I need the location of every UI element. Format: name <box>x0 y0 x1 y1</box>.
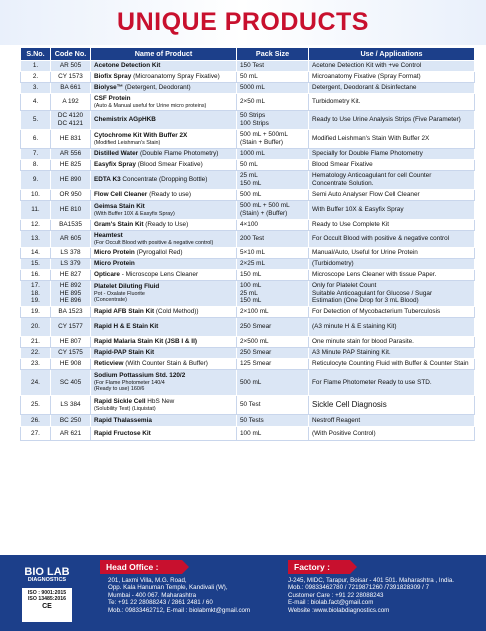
cell-code: HE 890 <box>51 171 91 190</box>
product-name: Geimsa Stain Kit <box>94 203 145 210</box>
cell-sno: 8. <box>21 160 51 171</box>
cell-use: Manual/Auto, Useful for Urine Protein <box>309 248 475 259</box>
head-office-email: Mob.: 09833462712, E-mail : biolabmkt@gmail.com <box>108 606 251 614</box>
cell-pack-size: 125 Smear <box>237 359 309 370</box>
cell-product-name <box>91 130 237 149</box>
cell-product-name <box>91 348 237 359</box>
cell-pack-size: 2×25 mL <box>237 259 309 270</box>
cell-use: (Turbidometry) <box>309 259 475 270</box>
cell-code: BA1535 <box>51 220 91 231</box>
cell-code: BA 661 <box>51 83 91 94</box>
cell-code: HE 827 <box>51 270 91 281</box>
cell-use: (A3 minute H & E staining Kit) <box>309 318 475 337</box>
table-header-row <box>21 48 475 61</box>
cell-code: CY 1577 <box>51 318 91 337</box>
product-name-extra: (Double Flame Photometry) <box>139 150 219 158</box>
cell-pack-size: 50 Strips 100 Strips <box>237 111 309 130</box>
product-name: Chemistrix AGpHKB <box>94 116 156 124</box>
cell-use: Hematology Anticoagulant for cell Counter Concentrate Solution. <box>309 171 475 190</box>
cell-pack-size: 150 mL <box>237 270 309 281</box>
product-name: EDTA K3 <box>94 176 121 184</box>
cell-pack-size: 500 mL + 500 mL (Stain) + (Buffer) <box>237 201 309 220</box>
head-office-line: 201, Laxmi Villa, M.G. Road, <box>108 577 187 584</box>
cell-use: With Buffer 10X & Easyfix Spray <box>309 201 475 220</box>
cell-sno: 25. <box>21 396 51 415</box>
table-row <box>21 359 475 370</box>
cell-sno: 9. <box>21 171 51 190</box>
factory-customer-care: Customer Care : +91 22 28088243 <box>288 591 384 599</box>
cell-sno: 6. <box>21 130 51 149</box>
cell-use: Nestroff Reagent <box>309 415 475 427</box>
cell-use: For Flame Photometer Ready to use STD. <box>309 370 475 396</box>
cell-pack-size: 250 Smear <box>237 348 309 359</box>
product-name-sub: (With Buffer 10X & Easyfix Spray) <box>94 210 175 217</box>
table-row <box>21 190 475 201</box>
product-name: Opticare <box>94 271 120 279</box>
cell-use: Microscope Lens Cleaner with tissue Paper. <box>309 270 475 281</box>
table-row <box>21 149 475 160</box>
cell-code: HE 807 <box>51 337 91 348</box>
cell-use: Blood Smear Fixative <box>309 160 475 171</box>
table-row <box>21 396 475 415</box>
cell-product-name <box>91 427 237 441</box>
product-name: Rapid Thalassemia <box>94 416 152 424</box>
cell-code: HE 825 <box>51 160 91 171</box>
table-row <box>21 130 475 149</box>
product-name-extra: (Cold Method)) <box>155 308 199 316</box>
cell-product-name <box>91 231 237 248</box>
cell-sno: 4. <box>21 94 51 111</box>
cell-use: Only for Platelet Count Suitable Anticoagulant for Glucose / Sugar Estimation (One Drop for 3 mL Blood) <box>309 281 475 307</box>
product-name: Rapid Malaria Stain Kit (JSB I & II) <box>94 338 197 346</box>
cell-code: HE 810 <box>51 201 91 220</box>
cell-pack-size: 5×10 mL <box>237 248 309 259</box>
product-name: Rapid Fructose Kit <box>94 429 151 437</box>
product-name-extra: (Ready to Use) <box>145 221 189 229</box>
table-row <box>21 348 475 359</box>
head-office-line: Mumbai - 400 067. Maharashtra <box>108 591 197 599</box>
cell-use: Ready to Use Urine Analysis Strips (Five Parameter) <box>309 111 475 130</box>
product-name: Micro Protein <box>94 249 135 257</box>
table-row <box>21 318 475 337</box>
table-row <box>21 270 475 281</box>
cell-use: Acetone Detection Kit with +ve Control <box>309 61 475 72</box>
product-name-sub: Pot - Oxalate Fluorite (Concentrate) <box>94 290 145 304</box>
iso-13485: ISO 13485:2016 <box>27 596 67 602</box>
product-name: Micro Protein <box>94 260 135 268</box>
head-office-address <box>108 577 278 614</box>
cell-product-name <box>91 359 237 370</box>
cell-sno: 11. <box>21 201 51 220</box>
product-name: Rapid Sickle Cell <box>94 398 146 405</box>
cell-sno: 15. <box>21 259 51 270</box>
cell-sno: 23. <box>21 359 51 370</box>
cell-use: Microanatomy Fixative (Spray Format) <box>309 72 475 83</box>
cell-code: HE 908 <box>51 359 91 370</box>
cell-pack-size: 2×50 mL <box>237 94 309 111</box>
logo-line1: BIO LAB <box>24 566 70 578</box>
cell-product-name <box>91 201 237 220</box>
cell-use: Ready to Use Complete Kit <box>309 220 475 231</box>
cell-pack-size: 500 mL <box>237 370 309 396</box>
cell-sno: 20. <box>21 318 51 337</box>
header-name: Name of Product <box>91 48 237 61</box>
product-name: Sodium Pottassium Std. 120/2 <box>94 372 186 380</box>
product-name-extra: (With Counter Stain & Buffer) <box>125 360 208 368</box>
header-sno: S.No. <box>21 48 51 61</box>
product-name: Biolyse™ <box>94 84 124 92</box>
cell-pack-size: 5000 mL <box>237 83 309 94</box>
cell-product-name <box>91 72 237 83</box>
cell-sno: 16. <box>21 270 51 281</box>
product-name: CSF Protein <box>94 95 131 102</box>
table-row <box>21 259 475 270</box>
cell-pack-size: 50 Test <box>237 396 309 415</box>
cell-use: Detergent, Deodorant & Disinfectane <box>309 83 475 94</box>
product-name-sub: (Modified Leishman's Stain) <box>94 139 161 146</box>
cell-use: One minute stain for blood Parasite. <box>309 337 475 348</box>
product-name: Acetone Detection Kit <box>94 62 161 70</box>
header-pack: Pack Size <box>237 48 309 61</box>
cell-sno: 19. <box>21 307 51 318</box>
cell-code: BC 250 <box>51 415 91 427</box>
cell-code: HE 831 <box>51 130 91 149</box>
product-name: Reticview <box>94 360 124 368</box>
cell-pack-size: 1000 mL <box>237 149 309 160</box>
cell-use: Turbidometry Kit. <box>309 94 475 111</box>
cell-sno: 21. <box>21 337 51 348</box>
cell-code: LS 379 <box>51 259 91 270</box>
cell-product-name <box>91 259 237 270</box>
table-row <box>21 220 475 231</box>
cell-product-name <box>91 149 237 160</box>
cell-code: AR 621 <box>51 427 91 441</box>
product-name-extra: (Microanatomy Spray Fixative) <box>133 73 220 81</box>
cell-pack-size: 50 mL <box>237 160 309 171</box>
cell-code: CY 1573 <box>51 72 91 83</box>
logo-mark <box>22 566 72 588</box>
cell-sno: 22. <box>21 348 51 359</box>
table-row <box>21 231 475 248</box>
cell-use: (With Positive Control) <box>309 427 475 441</box>
cell-code: OR 950 <box>51 190 91 201</box>
table-row <box>21 94 475 111</box>
cell-product-name <box>91 94 237 111</box>
cell-use: A3 Minute PAP Staining Kit. <box>309 348 475 359</box>
page-title: UNIQUE PRODUCTS <box>117 8 369 36</box>
cell-code: DC 4120 DC 4121 <box>51 111 91 130</box>
product-name: Gram's Stain Kit <box>94 221 144 229</box>
cell-code: CY 1575 <box>51 348 91 359</box>
cell-pack-size: 200 Test <box>237 231 309 248</box>
header-code: Code No. <box>51 48 91 61</box>
product-name-extra: HbS New <box>147 398 175 405</box>
head-office-label: Head Office : <box>100 560 182 574</box>
cell-sno: 26. <box>21 415 51 427</box>
factory-website: Website :www.biolabdiagnostics.com <box>288 606 390 614</box>
factory-phone: Mob.: 09833462780 / 7219871260 /7391828309 / 7 <box>288 584 430 592</box>
iso-certification <box>22 588 72 610</box>
table-row <box>21 281 475 307</box>
cell-code: AR 505 <box>51 61 91 72</box>
table-row <box>21 201 475 220</box>
company-logo <box>22 566 72 622</box>
cell-use: Sickle Cell Diagnosis <box>309 396 475 415</box>
cell-product-name <box>91 171 237 190</box>
cell-product-name <box>91 61 237 72</box>
iso-9001: ISO : 9001:2015 <box>27 590 67 596</box>
cell-product-name <box>91 415 237 427</box>
cell-code: AR 556 <box>51 149 91 160</box>
table-row <box>21 248 475 259</box>
cell-product-name <box>91 307 237 318</box>
cell-use: For Detection of Mycobacterium Tuberculosis <box>309 307 475 318</box>
product-name: Flow Cell Cleaner <box>94 191 148 199</box>
cell-sno: 10. <box>21 190 51 201</box>
ce-mark: CE <box>42 603 52 610</box>
cell-product-name <box>91 248 237 259</box>
table-row <box>21 415 475 427</box>
table-row <box>21 171 475 190</box>
cell-pack-size: 100 mL <box>237 427 309 441</box>
factory-address <box>288 577 478 614</box>
cell-code: A 192 <box>51 94 91 111</box>
table-body <box>21 61 475 441</box>
cell-product-name <box>91 370 237 396</box>
cell-use: Modified Leishman's Stain With Buffer 2X <box>309 130 475 149</box>
cell-code: AR 605 <box>51 231 91 248</box>
cell-use: Semi Auto Analyser Flow Cell Cleaner <box>309 190 475 201</box>
product-name: Biofix Spray <box>94 73 132 81</box>
factory-email: E-mail : biolab.fact@gmail.com <box>288 599 374 607</box>
table-row <box>21 111 475 130</box>
head-office-line: Opp. Kala Hanuman Temple, Kandivali (W), <box>108 584 228 592</box>
cell-pack-size: 500 mL <box>237 190 309 201</box>
cell-sno: 17. 18. 19. <box>21 281 51 307</box>
cell-product-name <box>91 270 237 281</box>
cell-product-name <box>91 190 237 201</box>
cell-product-name <box>91 318 237 337</box>
cell-pack-size: 150 Test <box>237 61 309 72</box>
cell-product-name <box>91 396 237 415</box>
head-office-phone: Te: +91 22 28088243 / 2861 2481 / 60 <box>108 599 213 607</box>
table-row <box>21 72 475 83</box>
cell-product-name <box>91 220 237 231</box>
table-row <box>21 61 475 72</box>
cell-product-name <box>91 337 237 348</box>
product-name-sub: (For Occult Blood with positive & negative control) <box>94 239 214 246</box>
products-table <box>20 47 475 441</box>
cell-sno: 3. <box>21 83 51 94</box>
product-name-sub: (Auto & Manual useful for Urine micro proteins) <box>94 102 207 109</box>
cell-product-name <box>91 111 237 130</box>
cell-pack-size: 25 mL 150 mL <box>237 171 309 190</box>
cell-use: Specially for Double Flame Photometry <box>309 149 475 160</box>
cell-pack-size: 2×500 mL <box>237 337 309 348</box>
cell-code: LS 384 <box>51 396 91 415</box>
cell-pack-size: 50 Tests <box>237 415 309 427</box>
product-name: Easyfix Spray <box>94 161 136 169</box>
product-name-extra: (Pyrogallol Red) <box>136 249 183 257</box>
factory-label: Factory : <box>288 560 350 574</box>
cell-sno: 24. <box>21 370 51 396</box>
cell-pack-size: 4×100 <box>237 220 309 231</box>
cell-product-name <box>91 83 237 94</box>
product-name-extra: Concentrate (Dropping Bottle) <box>122 176 208 184</box>
table-row <box>21 307 475 318</box>
cell-code: BA 1523 <box>51 307 91 318</box>
cell-code: LS 378 <box>51 248 91 259</box>
product-name: Cytochrome Kit With Buffer 2X <box>94 132 188 139</box>
cell-sno: 5. <box>21 111 51 130</box>
product-name: Rapid-PAP Stain Kit <box>94 349 155 357</box>
product-name-sub: (Solubility Test) (Liquistat) <box>94 405 156 412</box>
cell-sno: 7. <box>21 149 51 160</box>
cell-product-name <box>91 160 237 171</box>
cell-sno: 2. <box>21 72 51 83</box>
table-row <box>21 160 475 171</box>
cell-pack-size: 100 mL 25 mL 150 mL <box>237 281 309 307</box>
cell-pack-size: 250 Smear <box>237 318 309 337</box>
table-row <box>21 427 475 441</box>
cell-sno: 13. <box>21 231 51 248</box>
cell-code: SC 405 <box>51 370 91 396</box>
product-name-extra: (Ready to use) <box>149 191 191 199</box>
cell-code: HE 892 HE 895 HE 896 <box>51 281 91 307</box>
cell-pack-size: 500 mL + 500mL (Stain + Buffer) <box>237 130 309 149</box>
cell-sno: 1. <box>21 61 51 72</box>
product-name: Rapid AFB Stain Kit <box>94 308 155 316</box>
product-name: Heamtest <box>94 232 123 239</box>
cell-pack-size: 2×100 mL <box>237 307 309 318</box>
cell-sno: 14. <box>21 248 51 259</box>
product-name-extra: (Detergent, Deodorant) <box>124 84 191 92</box>
product-name: Distilled Water <box>94 150 139 158</box>
logo-line2: DIAGNOSTICS <box>27 577 67 583</box>
cell-sno: 27. <box>21 427 51 441</box>
cell-sno: 12. <box>21 220 51 231</box>
table-row <box>21 83 475 94</box>
cell-use: For Occult Blood with positive & negative control <box>309 231 475 248</box>
table-row <box>21 337 475 348</box>
header-use: Use / Applications <box>309 48 475 61</box>
cell-pack-size: 50 mL <box>237 72 309 83</box>
table-row <box>21 370 475 396</box>
product-name: Platelet Diluting Fluid <box>94 283 160 291</box>
product-name-sub: (For Flame Photometer 140/4 (Ready to use) 160/6 <box>94 379 165 393</box>
factory-line: J-245, MIDC, Tarapur, Boisar - 401 501. Maharashtra , India. <box>288 577 454 584</box>
product-name: Rapid H & E Stain Kit <box>94 323 159 331</box>
product-name-extra: - Microscope Lens Cleaner <box>121 271 199 279</box>
cell-use: Reticulocyte Counting Fluid with Buffer & Counter Stain <box>309 359 475 370</box>
product-name-extra: (Blood Smear Fixative) <box>137 161 203 169</box>
cell-product-name <box>91 281 237 307</box>
